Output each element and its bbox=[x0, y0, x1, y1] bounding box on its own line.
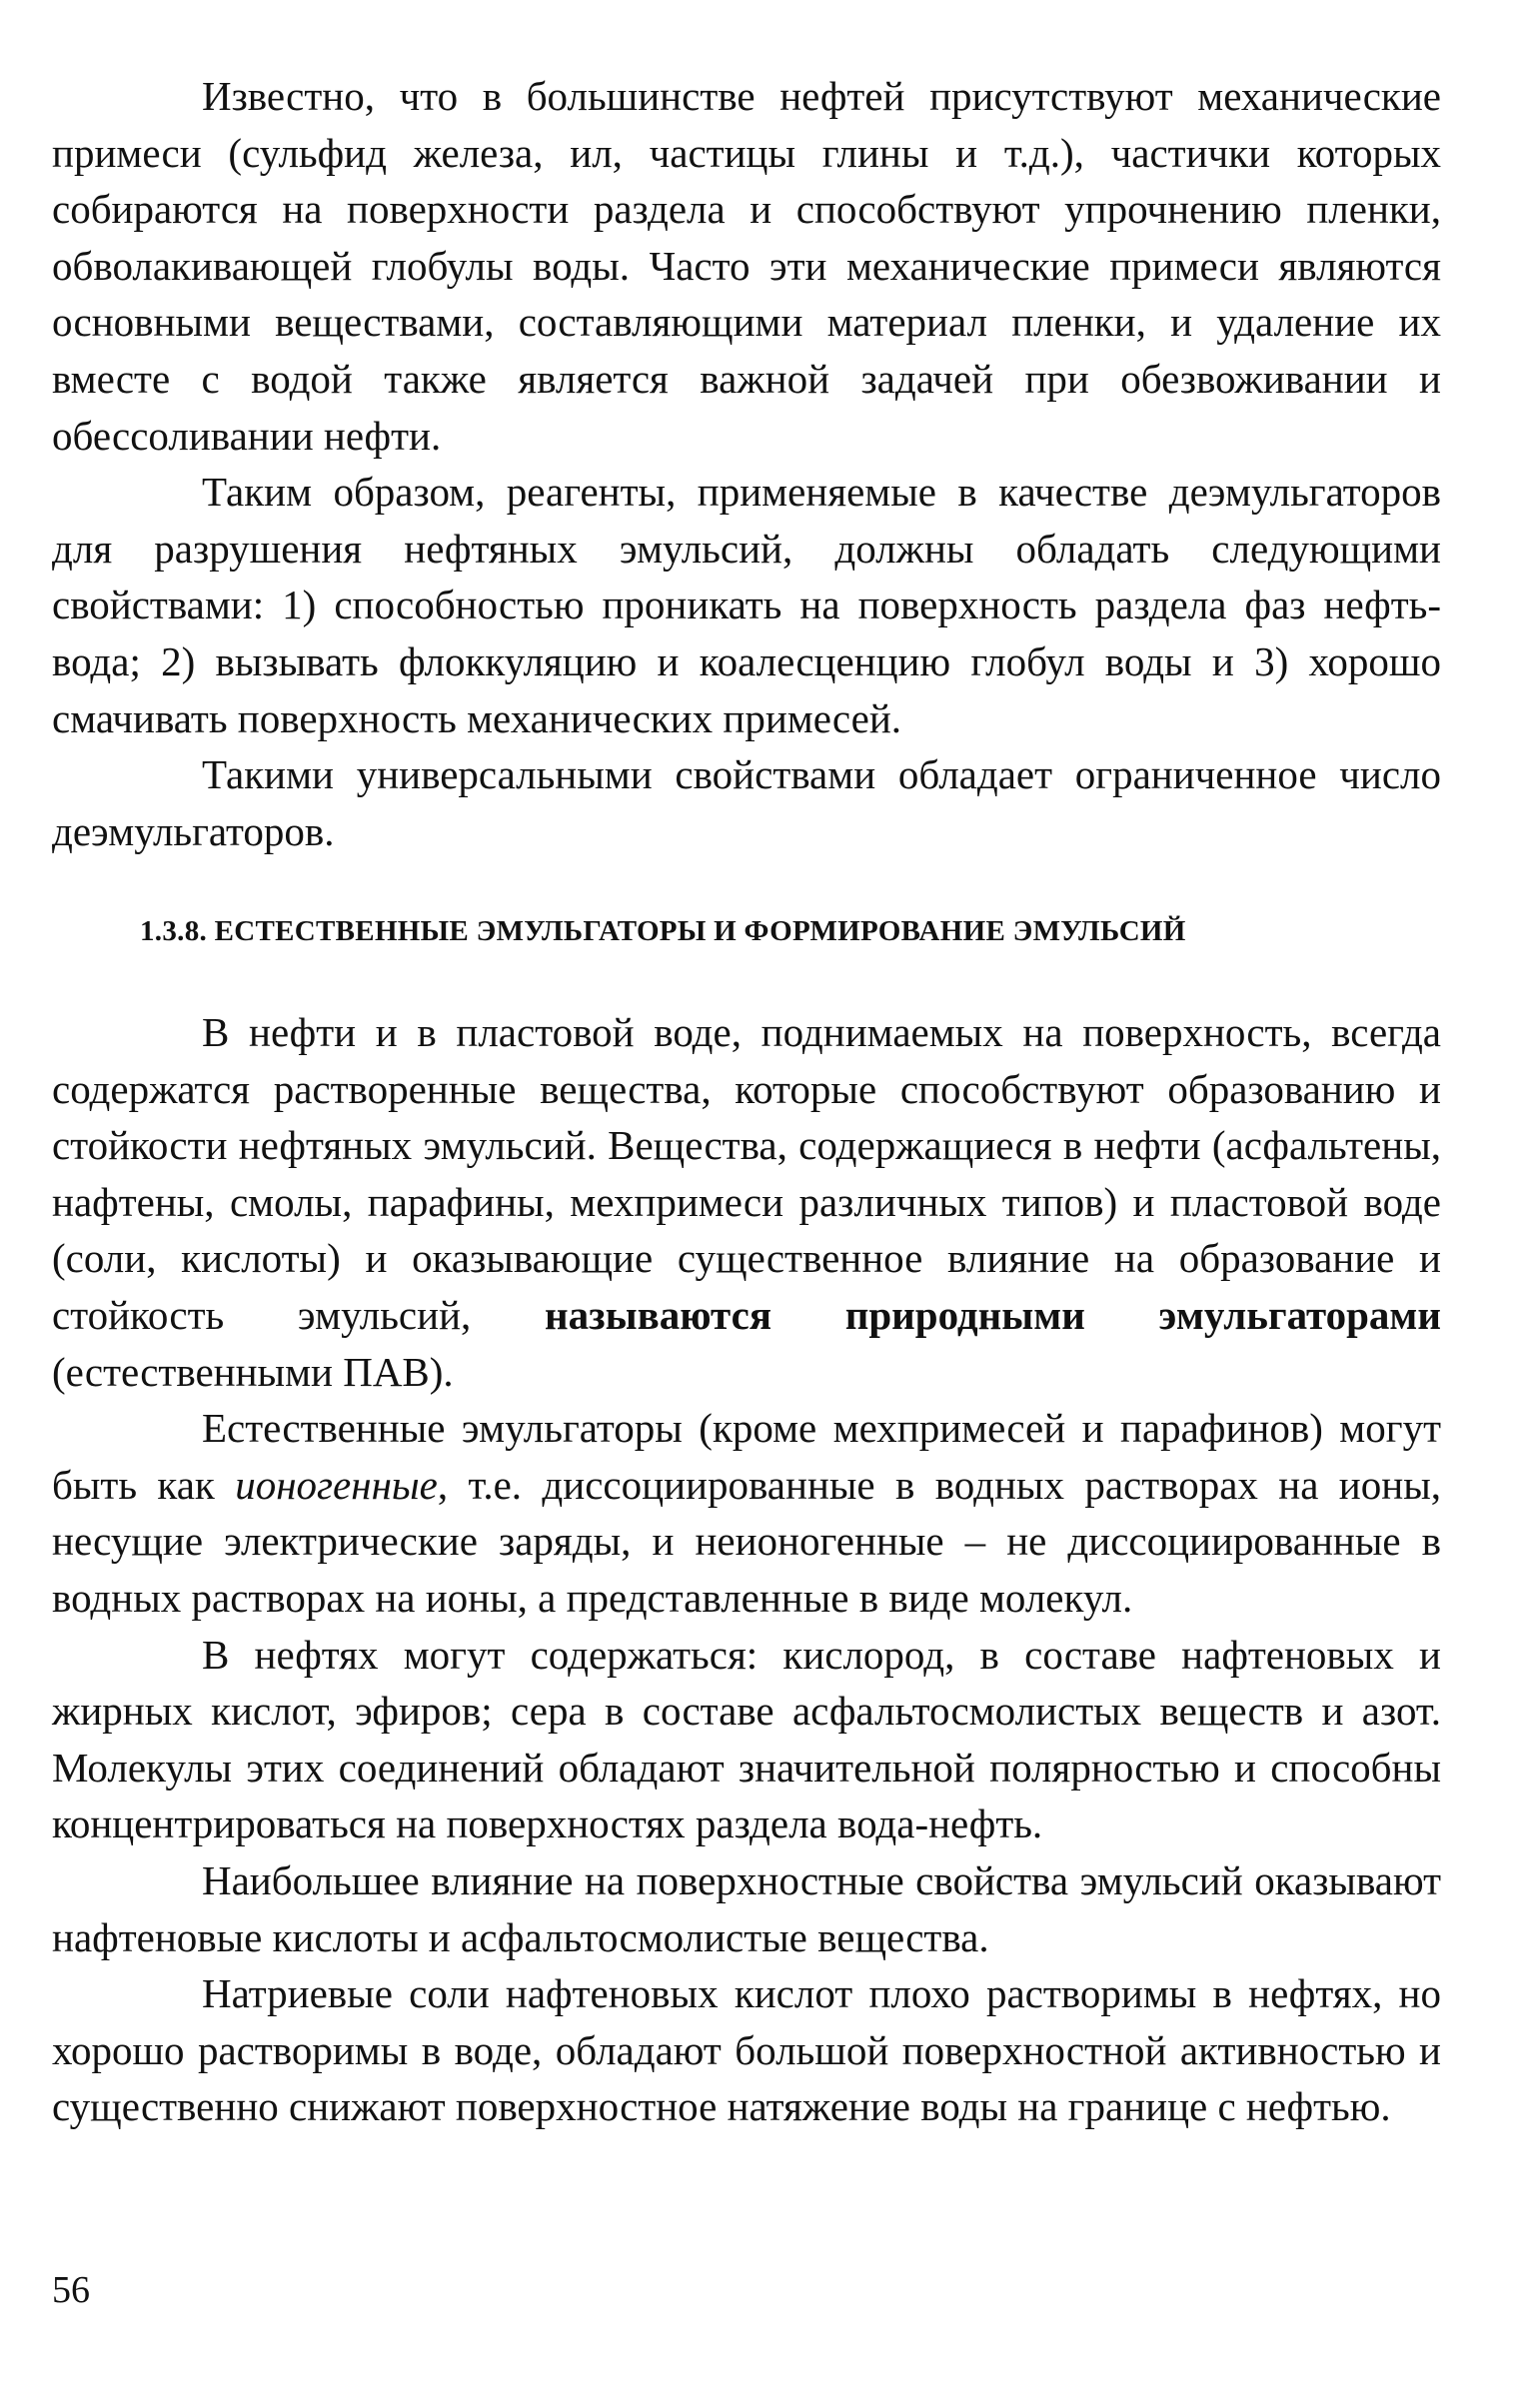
page-number: 56 bbox=[52, 2269, 90, 2311]
paragraph-ionic-text: Естественные эмульгаторы (кроме мехпримесей и парафинов) могут быть как bbox=[52, 1405, 1441, 1508]
paragraph-ionic-nonionic bbox=[52, 1400, 1441, 1626]
paragraph-mechanical-impurities: Известно, что в большинстве нефтей присутствуют механические примеси (сульфид железа, ил, частицы глины и т.д.), частички которых собираются на поверхности раздела и способствуют упрочнению пленки, обволакивающей глобулы воды. Часто эти механические примеси являются основными веществами, составляющими материал пленки, и удаление их вместе с водой также является важной задачей при обезвоживании и обессоливании нефти. bbox=[52, 73, 1441, 459]
paragraph-demulsifier-properties: Таким образом, реагенты, применяемые в качестве деэмульгаторов для разрушения нефтяных эмульсий, должны обладать следующими свойствами: 1) способностью проникать на поверхность раздела фаз нефть-вода; 2) вызывать флоккуляцию и коалесценцию глобул воды и 3) хорошо смачивать поверхность механических примесей. bbox=[52, 469, 1441, 741]
paragraph-natural-emulsifiers bbox=[52, 1004, 1441, 1400]
bold-term-natural-emulsifiers: называются природными эмульгаторами bbox=[544, 1291, 1441, 1338]
italic-term-ionogenic: ионогенные bbox=[235, 1461, 438, 1508]
paragraph-sodium-salts: Натриевые соли нафтеновых кислот плохо растворимы в нефтях, но хорошо растворимы в воде, обладают большой поверхностной активностью и существенно снижают поверхностное натяжение воды на границе с нефтью. bbox=[52, 1970, 1441, 2130]
section-heading: 1.3.8. ЕСТЕСТВЕННЫЕ ЭМУЛЬГАТОРЫ И ФОРМИРОВАНИЕ ЭМУЛЬСИЙ bbox=[140, 915, 1186, 947]
section-body bbox=[52, 1004, 1441, 2135]
top-text-block bbox=[52, 68, 1441, 859]
paragraph-limited-demulsifiers: Такими универсальными свойствами обладает ограниченное число деэмульгаторов. bbox=[52, 751, 1441, 854]
paragraph-natural-emulsifiers-tail: (естественными ПАВ). bbox=[52, 1348, 454, 1395]
paragraph-oxygen-sulfur: В нефтях могут содержаться: кислород, в составе нафтеновых и жирных кислот, эфиров; сера в составе асфальтосмолистых веществ и азот. Молекулы этих соединений обладают значительной полярностью и способны концентрироваться на поверхностях раздела вода-нефть. bbox=[52, 1631, 1441, 1847]
paragraph-natural-emulsifiers-text: В нефти и в пластовой воде, поднимаемых на поверхность, всегда содержатся растворенные вещества, которые способствуют образованию и стойкости нефтяных эмульсий. Вещества, содержащиеся в нефти (асфальтены, нафтены, смолы, парафины, мехпримеси различных типов) и пластовой воде (соли, кислоты) и оказывающие существенное влияние на образование и стойкость эмульсий, bbox=[52, 1009, 1441, 1338]
paragraph-ionic-tail: , т.е. диссоциированные в водных растворах на ионы, несущие электрические заряды, и неионогенные – не диссоциированные в водных растворах на ионы, а представленные в виде молекул. bbox=[52, 1461, 1441, 1621]
paragraph-surface-influence: Наибольшее влияние на поверхностные свойства эмульсий оказывают нафтеновые кислоты и асфальтосмолистые вещества. bbox=[52, 1856, 1441, 1960]
